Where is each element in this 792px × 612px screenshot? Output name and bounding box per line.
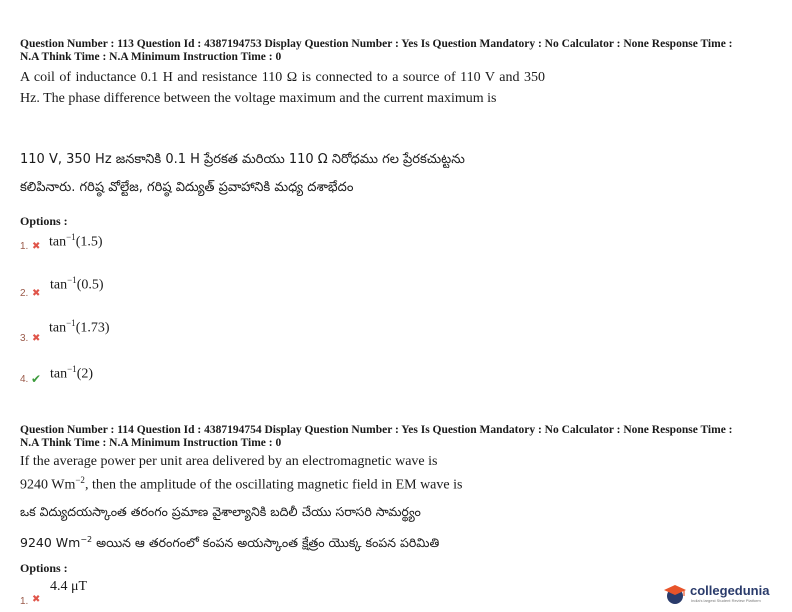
inverse-exponent: −1 bbox=[66, 232, 76, 242]
option-number: 3. bbox=[20, 333, 29, 344]
q113-meta-line1: Question Number : 113 Question Id : 4387194753 Display Question Number : Yes Is Question Mandatory : No Calculator : None Response Time : bbox=[20, 38, 733, 50]
tan-function: tan bbox=[50, 277, 68, 293]
wrong-mark-icon: ✖ bbox=[32, 333, 41, 344]
q114-telugu-text bbox=[20, 498, 580, 557]
q114-english-line2 bbox=[20, 471, 545, 495]
q114-telugu-line1: ఒక విద్యుదయస్కాంత తరంగం ప్రమాణ వైశాల్యానికి బదిలీ చేయు సరాసరి సామర్థ్యం bbox=[20, 504, 421, 519]
tan-function: tan bbox=[49, 234, 67, 250]
q113-telugu-line1: 110 V, 350 Hz జనకానికి 0.1 H ప్రేరకత మరియు 110 Ω నిరోధము గల ప్రేరకచుట్టను bbox=[20, 152, 465, 167]
option-value bbox=[50, 364, 93, 383]
correct-check-icon: ✔ bbox=[31, 372, 42, 386]
wm-value: 9240 Wm bbox=[20, 477, 76, 493]
tan-function: tan bbox=[50, 366, 68, 382]
q114-english-line1: If the average power per unit area delivered by an electromagnetic wave is bbox=[20, 454, 438, 469]
q114-meta-line1: Question Number : 114 Question Id : 4387194754 Display Question Number : Yes Is Question Mandatory : No Calculator : None Response Time : bbox=[20, 424, 733, 436]
q114-english-text bbox=[20, 452, 545, 495]
q113-english-text: A coil of inductance 0.1 H and resistance 110 Ω is connected to a source of 110 V and 350 Hz. The phase difference between the voltage maximum and the current maximum is bbox=[20, 70, 545, 106]
tan-argument: (1.5) bbox=[75, 234, 103, 250]
option-value bbox=[49, 232, 103, 251]
english-line2-rest: , then the amplitude of the oscillating magnetic field in EM wave is bbox=[84, 477, 463, 493]
option-number: 2. bbox=[20, 288, 29, 299]
q114-telugu-line2 bbox=[20, 526, 580, 557]
graduation-cap-icon bbox=[662, 583, 688, 605]
q113-telugu-line2: కలిపినారు. గరిష్ఠ వోల్టేజ, గరిష్ఠ విద్యుత్ ప్రవాహానికి మధ్య దశాభేదం bbox=[20, 180, 354, 195]
q113-meta-line2: N.A Think Time : N.A Minimum Instruction Time : 0 bbox=[20, 51, 282, 63]
wrong-mark-icon: ✖ bbox=[32, 594, 41, 605]
q113-meta bbox=[20, 38, 780, 64]
wm-exponent: −2 bbox=[80, 535, 93, 544]
tan-function: tan bbox=[49, 320, 67, 336]
q114-options-label: Options : bbox=[20, 561, 68, 575]
option-value bbox=[49, 318, 110, 337]
wm-value: 9240 Wm bbox=[20, 535, 81, 551]
inverse-exponent: −1 bbox=[66, 318, 76, 328]
logo-wordmark: collegedunia bbox=[690, 583, 770, 598]
option-value bbox=[50, 275, 104, 294]
tan-argument: (0.5) bbox=[76, 277, 104, 293]
logo-tagline: India's largest Student Review Platform bbox=[691, 598, 761, 603]
inverse-exponent: −1 bbox=[67, 364, 77, 374]
wm-exponent: −2 bbox=[75, 475, 85, 485]
q113-telugu-text bbox=[20, 146, 560, 202]
q113-options-label: Options : bbox=[20, 214, 68, 228]
option-number: 4. bbox=[20, 374, 29, 385]
tan-argument: (2) bbox=[76, 366, 94, 382]
wrong-mark-icon: ✖ bbox=[32, 288, 41, 299]
wrong-mark-icon: ✖ bbox=[32, 241, 41, 252]
q114-meta-line2: N.A Think Time : N.A Minimum Instruction Time : 0 bbox=[20, 437, 282, 449]
telugu-line2-rest: అయిన ఆ తరంగంలో కంపన అయస్కాంత క్షేత్రం యొక్క కంపన పరిమితి bbox=[92, 535, 440, 551]
q114-meta bbox=[20, 424, 780, 450]
option-number: 1. bbox=[20, 241, 29, 252]
tan-argument: (1.73) bbox=[75, 320, 110, 336]
collegedunia-logo bbox=[662, 583, 792, 605]
option-value: 4.4 μT bbox=[50, 579, 88, 594]
option-number: 1. bbox=[20, 596, 29, 607]
inverse-exponent: −1 bbox=[67, 275, 77, 285]
